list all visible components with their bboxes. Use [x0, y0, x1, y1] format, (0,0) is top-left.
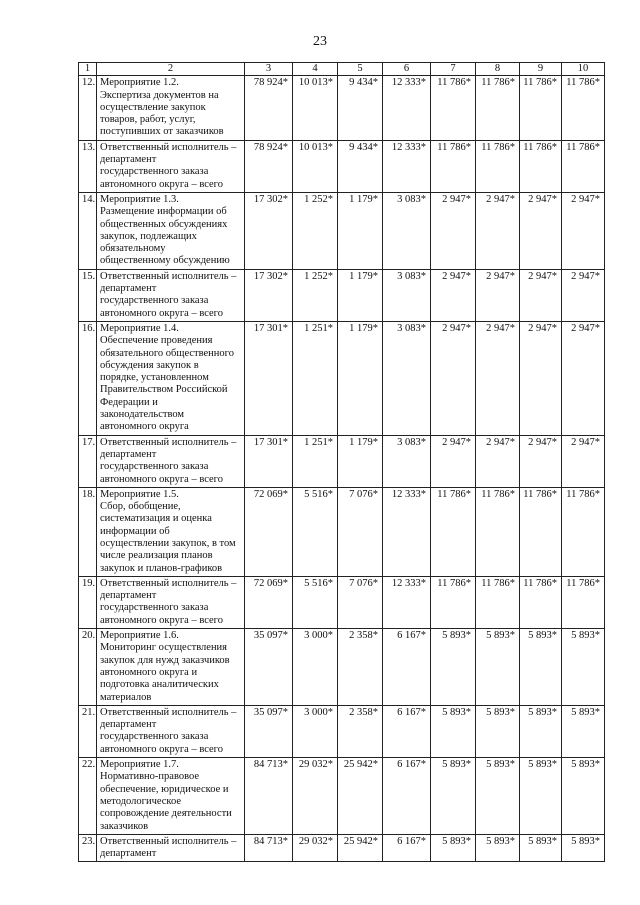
value-cell: 2 358* [338, 629, 383, 706]
description-cell [97, 705, 245, 757]
value-cell: 11 786* [431, 140, 476, 192]
header-row [79, 63, 605, 76]
value-cell: 2 947* [431, 269, 476, 321]
column-header: 9 [520, 63, 562, 76]
table-row [79, 192, 605, 269]
value-cell: 3 083* [383, 269, 431, 321]
table-row [79, 758, 605, 835]
description-line: Мероприятие 1.4. [100, 322, 179, 334]
value-cell: 29 032* [293, 758, 338, 835]
value-cell: 2 947* [431, 321, 476, 435]
value-cell: 3 083* [383, 435, 431, 487]
value-cell: 84 713* [245, 758, 293, 835]
value-cell: 84 713* [245, 834, 293, 862]
value-cell: 2 358* [338, 705, 383, 757]
value-cell: 11 786* [476, 487, 520, 576]
value-cell: 5 893* [562, 758, 605, 835]
value-cell: 11 786* [562, 487, 605, 576]
description-cell [97, 487, 245, 576]
value-cell: 9 434* [338, 76, 383, 140]
column-header: 2 [97, 63, 245, 76]
row-number-cell: 16. [79, 321, 97, 435]
description-line: закупок для нужд заказчиков [100, 654, 230, 666]
value-cell: 11 786* [520, 576, 562, 628]
description-line: Мероприятие 1.6. [100, 630, 179, 642]
description-line: материалов [100, 691, 152, 703]
table-row [79, 629, 605, 706]
value-cell: 11 786* [476, 576, 520, 628]
description-cell [97, 629, 245, 706]
description-cell [97, 192, 245, 269]
value-cell: 17 301* [245, 321, 293, 435]
value-cell: 2 947* [562, 321, 605, 435]
row-number-cell: 17. [79, 435, 97, 487]
row-number-cell: 14. [79, 192, 97, 269]
value-cell: 1 252* [293, 269, 338, 321]
value-cell: 5 893* [476, 705, 520, 757]
value-cell: 6 167* [383, 834, 431, 862]
description-line: государственного заказа [100, 461, 209, 473]
description-line: обеспечение, юридическое и [100, 783, 229, 795]
budget-table [78, 62, 605, 862]
description-line: общественных обсуждениях [100, 218, 228, 230]
description-line: Ответственный исполнитель – [100, 577, 237, 589]
value-cell: 12 333* [383, 140, 431, 192]
value-cell: 5 893* [520, 758, 562, 835]
value-cell: 1 251* [293, 435, 338, 487]
value-cell: 1 179* [338, 192, 383, 269]
value-cell: 11 786* [520, 487, 562, 576]
table-row [79, 435, 605, 487]
column-header: 10 [562, 63, 605, 76]
value-cell: 11 786* [562, 76, 605, 140]
description-cell [97, 76, 245, 140]
column-header: 1 [79, 63, 97, 76]
table-row [79, 705, 605, 757]
column-header: 4 [293, 63, 338, 76]
value-cell: 3 083* [383, 321, 431, 435]
description-line: подготовка аналитических [100, 679, 219, 691]
value-cell: 5 893* [431, 758, 476, 835]
description-line: осуществлении закупок, в том [100, 537, 236, 549]
description-line: Федерации и [100, 396, 158, 408]
value-cell: 11 786* [520, 76, 562, 140]
column-header: 8 [476, 63, 520, 76]
description-line: департамент [100, 848, 157, 860]
description-line: порядке, установленном [100, 372, 209, 384]
column-header: 6 [383, 63, 431, 76]
description-line: Размещение информации об [100, 206, 227, 218]
table-row [79, 140, 605, 192]
row-number-cell: 21. [79, 705, 97, 757]
description-line: департамент [100, 448, 157, 460]
description-cell [97, 435, 245, 487]
value-cell: 17 302* [245, 192, 293, 269]
page-number: 23 [313, 34, 327, 49]
value-cell: 11 786* [476, 140, 520, 192]
description-cell [97, 758, 245, 835]
description-line: товаров, работ, услуг, [100, 114, 196, 126]
value-cell: 2 947* [520, 192, 562, 269]
value-cell: 5 516* [293, 576, 338, 628]
value-cell: 10 013* [293, 140, 338, 192]
value-cell: 12 333* [383, 76, 431, 140]
description-line: Нормативно-правовое [100, 771, 200, 783]
description-line: Правительством Российской [100, 384, 228, 396]
description-line: заказчиков [100, 820, 149, 832]
description-line: закупок и планов-графиков [100, 562, 223, 574]
value-cell: 25 942* [338, 758, 383, 835]
value-cell: 7 076* [338, 576, 383, 628]
value-cell: 2 947* [431, 435, 476, 487]
value-cell: 2 947* [476, 192, 520, 269]
value-cell: 1 179* [338, 269, 383, 321]
description-line: обсуждения закупок в [100, 359, 199, 371]
description-line: Мероприятие 1.2. [100, 77, 179, 89]
description-line: Сбор, обобщение, [100, 501, 181, 513]
value-cell: 5 893* [431, 629, 476, 706]
description-cell [97, 576, 245, 628]
value-cell: 2 947* [562, 192, 605, 269]
value-cell: 5 893* [520, 834, 562, 862]
column-header: 7 [431, 63, 476, 76]
value-cell: 1 179* [338, 435, 383, 487]
value-cell: 2 947* [476, 269, 520, 321]
value-cell: 6 167* [383, 629, 431, 706]
value-cell: 72 069* [245, 487, 293, 576]
value-cell: 3 083* [383, 192, 431, 269]
value-cell: 2 947* [520, 269, 562, 321]
value-cell: 5 893* [562, 629, 605, 706]
value-cell: 1 252* [293, 192, 338, 269]
value-cell: 72 069* [245, 576, 293, 628]
value-cell: 3 000* [293, 629, 338, 706]
value-cell: 5 893* [431, 705, 476, 757]
value-cell: 2 947* [562, 435, 605, 487]
value-cell: 11 786* [562, 140, 605, 192]
value-cell: 5 893* [476, 758, 520, 835]
description-line: государственного заказа [100, 295, 209, 307]
description-line: информации об [100, 525, 170, 537]
value-cell: 6 167* [383, 705, 431, 757]
description-line: автономного округа [100, 421, 189, 433]
value-cell: 11 786* [431, 576, 476, 628]
value-cell: 17 302* [245, 269, 293, 321]
value-cell: 3 000* [293, 705, 338, 757]
value-cell: 5 893* [520, 705, 562, 757]
value-cell: 12 333* [383, 487, 431, 576]
description-line: Ответственный исполнитель – [100, 835, 237, 847]
description-line: Ответственный исполнитель – [100, 141, 237, 153]
description-line: сопровождение деятельности [100, 808, 232, 820]
value-cell: 11 786* [476, 76, 520, 140]
description-line: законодательством [100, 409, 185, 421]
description-line: автономного округа – всего [100, 178, 223, 190]
value-cell: 2 947* [431, 192, 476, 269]
table-row [79, 321, 605, 435]
value-cell: 11 786* [520, 140, 562, 192]
column-header: 5 [338, 63, 383, 76]
value-cell: 29 032* [293, 834, 338, 862]
row-number-cell: 13. [79, 140, 97, 192]
table-body [79, 76, 605, 862]
value-cell: 11 786* [562, 576, 605, 628]
value-cell: 2 947* [476, 321, 520, 435]
description-line: Экспертиза документов на [100, 89, 219, 101]
value-cell: 35 097* [245, 705, 293, 757]
description-line: департамент [100, 283, 157, 295]
row-number-cell: 20. [79, 629, 97, 706]
value-cell: 1 251* [293, 321, 338, 435]
row-number-cell: 19. [79, 576, 97, 628]
description-line: закупок, подлежащих [100, 230, 197, 242]
description-line: Ответственный исполнитель – [100, 436, 237, 448]
description-line: систематизация и оценка [100, 513, 212, 525]
value-cell: 7 076* [338, 487, 383, 576]
value-cell: 2 947* [520, 435, 562, 487]
description-line: департамент [100, 154, 157, 166]
table-row [79, 76, 605, 140]
description-line: Мероприятие 1.7. [100, 759, 179, 771]
description-line: государственного заказа [100, 166, 209, 178]
value-cell: 35 097* [245, 629, 293, 706]
value-cell: 17 301* [245, 435, 293, 487]
description-cell [97, 321, 245, 435]
description-cell [97, 834, 245, 862]
table-row [79, 487, 605, 576]
value-cell: 5 893* [476, 629, 520, 706]
value-cell: 78 924* [245, 76, 293, 140]
value-cell: 78 924* [245, 140, 293, 192]
value-cell: 5 893* [562, 834, 605, 862]
description-cell [97, 269, 245, 321]
description-line: методологическое [100, 795, 182, 807]
value-cell: 5 893* [431, 834, 476, 862]
value-cell: 2 947* [562, 269, 605, 321]
value-cell: 12 333* [383, 576, 431, 628]
description-line: автономного округа – всего [100, 473, 223, 485]
row-number-cell: 12. [79, 76, 97, 140]
row-number-cell: 15. [79, 269, 97, 321]
description-line: поступивших от заказчиков [100, 126, 224, 138]
description-line: обязательного общественного [100, 347, 234, 359]
value-cell: 6 167* [383, 758, 431, 835]
value-cell: 5 893* [562, 705, 605, 757]
description-line: Ответственный исполнитель – [100, 270, 237, 282]
description-line: обязательному [100, 243, 166, 255]
value-cell: 5 893* [520, 629, 562, 706]
description-cell [97, 140, 245, 192]
description-line: автономного округа – всего [100, 614, 223, 626]
description-line: государственного заказа [100, 602, 209, 614]
description-line: департамент [100, 719, 157, 731]
value-cell: 10 013* [293, 76, 338, 140]
description-line: автономного округа – всего [100, 743, 223, 755]
description-line: Обеспечение проведения [100, 335, 213, 347]
value-cell: 1 179* [338, 321, 383, 435]
value-cell: 2 947* [520, 321, 562, 435]
value-cell: 11 786* [431, 487, 476, 576]
value-cell: 5 893* [476, 834, 520, 862]
description-line: осуществление закупок [100, 101, 206, 113]
description-line: автономного округа – всего [100, 307, 223, 319]
value-cell: 11 786* [431, 76, 476, 140]
value-cell: 9 434* [338, 140, 383, 192]
description-line: Мероприятие 1.3. [100, 193, 179, 205]
description-line: Мероприятие 1.5. [100, 488, 179, 500]
description-line: автономного округа и [100, 666, 198, 678]
table-row [79, 576, 605, 628]
value-cell: 5 516* [293, 487, 338, 576]
value-cell: 2 947* [476, 435, 520, 487]
description-line: государственного заказа [100, 731, 209, 743]
table-row [79, 269, 605, 321]
row-number-cell: 23. [79, 834, 97, 862]
description-line: Мониторинг осуществления [100, 642, 228, 654]
value-cell: 25 942* [338, 834, 383, 862]
description-line: Ответственный исполнитель – [100, 706, 237, 718]
description-line: общественному обсуждению [100, 255, 230, 267]
table-row [79, 834, 605, 862]
row-number-cell: 22. [79, 758, 97, 835]
row-number-cell: 18. [79, 487, 97, 576]
description-line: департамент [100, 590, 157, 602]
column-header: 3 [245, 63, 293, 76]
description-line: числе реализация планов [100, 550, 213, 562]
